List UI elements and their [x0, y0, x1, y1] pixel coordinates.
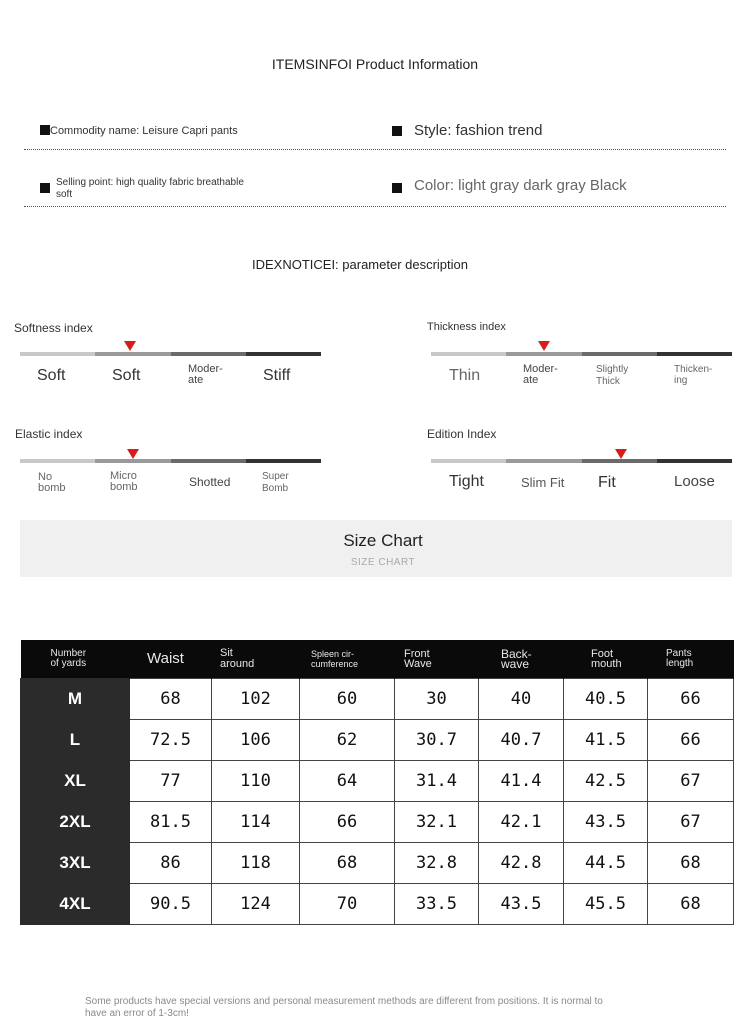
selling-point-line1: Selling point: high quality fabric breathable [56, 177, 244, 188]
size-table [20, 640, 734, 925]
measurement-cell: 67 [648, 802, 734, 843]
measurement-cell: 42.8 [479, 843, 564, 884]
table-row [21, 720, 734, 761]
measurement-cell: 90.5 [130, 884, 212, 925]
softness-option: Stiff [263, 367, 291, 384]
measurement-cell: 81.5 [130, 802, 212, 843]
measurement-cell: 110 [212, 761, 300, 802]
table-row [21, 843, 734, 884]
measurement-cell: 40.5 [564, 679, 648, 720]
measurement-cell: 43.5 [564, 802, 648, 843]
elastic-option-selected: bomb [110, 481, 138, 493]
elastic-option-selected: Micro [110, 470, 137, 482]
dotted-divider [24, 206, 726, 207]
measurement-cell: 31.4 [395, 761, 479, 802]
elastic-option: No [38, 471, 53, 483]
measurement-cell: 67 [648, 761, 734, 802]
measurement-cell: 86 [130, 843, 212, 884]
measurement-cell: 70 [300, 884, 395, 925]
measurement-cell: 64 [300, 761, 395, 802]
thickness-option: Thicken- [674, 364, 713, 375]
softness-scale [20, 341, 321, 401]
header-back-wave: Back- wave [479, 640, 564, 679]
measurement-footnote: Some products have special versions and personal measurement methods are different from positions. It is normal to have an error of 1-3cm! [85, 996, 603, 1019]
header-pants-length: Pants length [648, 640, 734, 679]
measurement-cell: 68 [648, 843, 734, 884]
square-bullet-icon [392, 126, 402, 136]
softness-option-selected: Soft [112, 367, 141, 384]
header-foot-mouth: Foot mouth [564, 640, 648, 679]
elastic-label: Elastic index [15, 427, 83, 441]
table-row [21, 802, 734, 843]
softness-marker-icon [124, 341, 136, 351]
softness-option: Soft [37, 367, 66, 384]
header-sit-around: Sit around [212, 640, 300, 679]
elastic-option: Super [262, 471, 289, 482]
measurement-cell: 114 [212, 802, 300, 843]
measurement-cell: 32.1 [395, 802, 479, 843]
style: Style: fashion trend [414, 122, 543, 139]
measurement-cell: 33.5 [395, 884, 479, 925]
measurement-cell: 44.5 [564, 843, 648, 884]
size-chart-subtitle: SIZE CHART [350, 557, 416, 568]
header-waist: Waist [130, 640, 212, 679]
measurement-cell: 30.7 [395, 720, 479, 761]
elastic-marker-icon [127, 449, 139, 459]
table-header-row [21, 640, 734, 679]
edition-option: Slim Fit [521, 475, 565, 490]
size-cell: L [21, 720, 130, 761]
color: Color: light gray dark gray Black [414, 177, 627, 194]
edition-marker-icon [615, 449, 627, 459]
thickness-option-selected: Moder- [523, 363, 558, 375]
square-bullet-icon [40, 183, 50, 193]
header-number-of-yards: Number of yards [21, 640, 130, 679]
measurement-cell: 42.5 [564, 761, 648, 802]
measurement-cell: 32.8 [395, 843, 479, 884]
square-bullet-icon [40, 125, 50, 135]
elastic-scale [20, 449, 321, 509]
size-cell: M [21, 679, 130, 720]
edition-option-selected: Fit [598, 474, 616, 491]
table-row [21, 761, 734, 802]
measurement-cell: 66 [648, 679, 734, 720]
commodity-name-row [40, 125, 242, 137]
measurement-cell: 106 [212, 720, 300, 761]
size-cell: 4XL [21, 884, 130, 925]
softness-option: ate [188, 374, 204, 386]
softness-label: Softness index [14, 321, 93, 335]
measurement-cell: 102 [212, 679, 300, 720]
thickness-label: Thickness index [427, 321, 506, 333]
elastic-option: bomb [38, 482, 66, 494]
measurement-cell: 62 [300, 720, 395, 761]
measurement-cell: 68 [130, 679, 212, 720]
square-bullet-icon [392, 183, 402, 193]
measurement-cell: 40.7 [479, 720, 564, 761]
elastic-option: Shotted [189, 475, 231, 489]
measurement-cell: 77 [130, 761, 212, 802]
measurement-cell: 45.5 [564, 884, 648, 925]
parameter-title: IDEXNOTICEI: parameter description [251, 257, 469, 272]
header-front-wave: Front Wave [395, 640, 479, 679]
edition-label: Edition Index [427, 427, 497, 441]
thickness-marker-icon [538, 341, 550, 351]
header-spleen-circumference: Spleen cir- cumference [300, 640, 395, 679]
size-cell: 3XL [21, 843, 130, 884]
measurement-cell: 43.5 [479, 884, 564, 925]
edition-option: Tight [449, 473, 484, 490]
measurement-cell: 30 [395, 679, 479, 720]
selling-point-row [40, 177, 244, 201]
measurement-cell: 118 [212, 843, 300, 884]
measurement-cell: 42.1 [479, 802, 564, 843]
elastic-option: Bomb [262, 483, 289, 494]
color-row [392, 177, 627, 194]
measurement-cell: 40 [479, 679, 564, 720]
measurement-cell: 68 [300, 843, 395, 884]
selling-point-line2: soft [56, 189, 73, 200]
measurement-cell: 60 [300, 679, 395, 720]
size-cell: 2XL [21, 802, 130, 843]
size-chart-title: Size Chart [343, 531, 423, 550]
thickness-scale [431, 341, 732, 401]
table-row [21, 679, 734, 720]
edition-option: Loose [674, 473, 715, 490]
product-info-title: ITEMSINFOI Product Information [271, 56, 479, 72]
thickness-option: Thick [596, 376, 620, 387]
style-row [392, 122, 542, 139]
measurement-cell: 41.4 [479, 761, 564, 802]
measurement-cell: 41.5 [564, 720, 648, 761]
measurement-cell: 124 [212, 884, 300, 925]
size-cell: XL [21, 761, 130, 802]
thickness-option: Slightly [596, 364, 629, 375]
thickness-option-selected: ate [523, 374, 539, 386]
measurement-cell: 72.5 [130, 720, 212, 761]
measurement-cell: 68 [648, 884, 734, 925]
measurement-cell: 66 [300, 802, 395, 843]
edition-scale [431, 449, 732, 509]
measurement-cell: 66 [648, 720, 734, 761]
softness-option: Moder- [188, 363, 223, 375]
dotted-divider [24, 149, 726, 150]
commodity-name: Commodity name: Leisure Capri pants [50, 125, 238, 137]
table-row [21, 884, 734, 925]
thickness-option: Thin [449, 367, 481, 384]
thickness-option: ing [674, 375, 688, 386]
